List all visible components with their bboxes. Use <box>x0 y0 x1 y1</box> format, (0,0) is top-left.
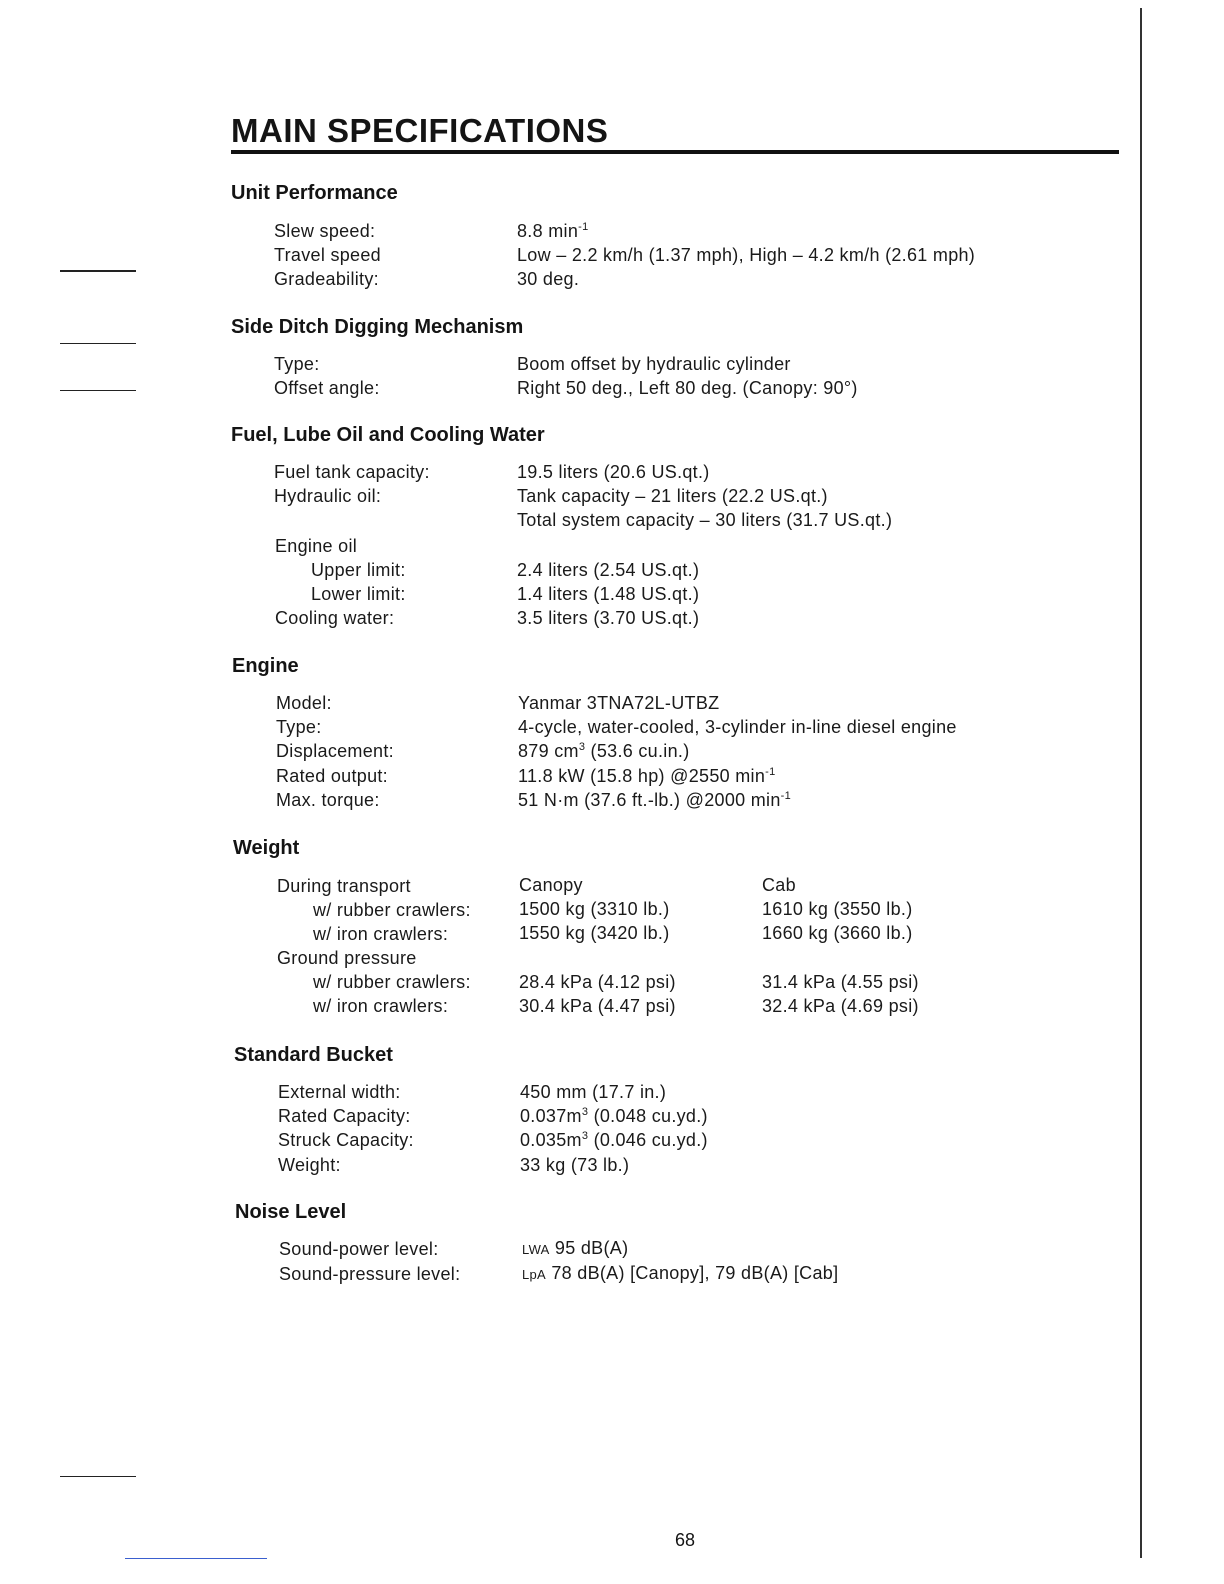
gp-rubber-canopy: 28.4 kPa (4.12 psi) <box>519 972 676 992</box>
iron-canopy-weight: 1550 kg (3420 lb.) <box>519 923 670 943</box>
margin-mark <box>60 343 136 344</box>
lower-limit-label: Lower limit: <box>311 584 406 604</box>
rated-capacity-value: $0.037m^3$ (0.048 cu.yd.) <box>520 1106 708 1126</box>
struck-capacity-value: $0.035m^3$ (0.046 cu.yd.) <box>520 1130 708 1150</box>
hydraulic-oil-label: Hydraulic oil: <box>274 486 382 506</box>
hydraulic-tank-value: Tank capacity – 21 liters (22.2 US.qt.) <box>517 486 828 506</box>
offset-angle-label: Offset angle: <box>274 378 380 398</box>
ditch-type-label: Type: <box>274 354 320 374</box>
bucket-weight-value: 33 kg (73 lb.) <box>520 1155 630 1175</box>
sound-power-value: LWA 95 dB(A) <box>522 1238 629 1258</box>
bucket-weight-label: Weight: <box>278 1155 341 1175</box>
external-width-value: 450 mm (17.7 in.) <box>520 1082 667 1102</box>
iron-crawlers-label: w/ iron crawlers: <box>313 924 449 944</box>
rated-output-label: Rated output: <box>276 766 388 786</box>
during-transport-label: During transport <box>277 876 411 896</box>
sound-pressure-value: LpA 78 dB(A) [Canopy], 79 dB(A) [Cab] <box>522 1263 839 1283</box>
gradeability-value: 30 deg. <box>517 269 580 289</box>
engine-oil-label: Engine oil <box>275 536 358 556</box>
struck-capacity-label: Struck Capacity: <box>278 1130 414 1150</box>
canopy-column-header: Canopy <box>519 875 583 895</box>
slew-speed-value: 8.8 $\min^{-1}$ <box>517 221 589 241</box>
title-rule <box>231 150 1119 154</box>
iron-cab-weight: 1660 kg (3660 lb.) <box>762 923 913 943</box>
section-heading-bucket: Standard Bucket <box>234 1044 393 1066</box>
gp-iron-canopy: 30.4 kPa (4.47 psi) <box>519 996 676 1016</box>
section-heading-weight: Weight <box>233 837 300 859</box>
cab-column-header: Cab <box>762 875 796 895</box>
cooling-water-value: 3.5 liters (3.70 US.qt.) <box>517 608 700 628</box>
slew-speed-label: Slew speed: <box>274 221 376 241</box>
section-heading-fluids: Fuel, Lube Oil and Cooling Water <box>231 424 545 446</box>
margin-mark <box>60 270 136 272</box>
gradeability-label: Gradeability: <box>274 269 379 289</box>
engine-type-label: Type: <box>276 717 322 737</box>
travel-speed-label: Travel speed <box>274 245 381 265</box>
section-heading-side-ditch: Side Ditch Digging Mechanism <box>231 316 524 338</box>
page-number: 68 <box>675 1530 696 1550</box>
section-heading-noise: Noise Level <box>235 1201 347 1223</box>
displacement-value: 879 $cm^3$ (53.6 cu.in.) <box>518 741 690 761</box>
cooling-water-label: Cooling water: <box>275 608 395 628</box>
section-heading-unit-performance: Unit Performance <box>231 182 398 204</box>
offset-angle-value: Right 50 deg., Left 80 deg. (Canopy: 90°) <box>517 378 858 398</box>
gp-iron-label: w/ iron crawlers: <box>313 996 449 1016</box>
rubber-crawlers-label: w/ rubber crawlers: <box>313 900 471 920</box>
section-heading-engine: Engine <box>232 655 299 677</box>
fuel-tank-label: Fuel tank capacity: <box>274 462 430 482</box>
margin-mark <box>60 390 136 391</box>
rubber-canopy-weight: 1500 kg (3310 lb.) <box>519 899 670 919</box>
upper-limit-value: 2.4 liters (2.54 US.qt.) <box>517 560 700 580</box>
rubber-cab-weight: 1610 kg (3550 lb.) <box>762 899 913 919</box>
engine-model-value: Yanmar 3TNA72L-UTBZ <box>518 693 720 713</box>
displacement-label: Displacement: <box>276 741 394 761</box>
engine-type-value: 4-cycle, water-cooled, 3-cylinder in-line diesel engine <box>518 717 957 737</box>
margin-mark <box>125 1558 267 1559</box>
margin-mark <box>60 1476 136 1477</box>
travel-speed-value: Low – 2.2 km/h (1.37 mph), High – 4.2 km/h (2.61 mph) <box>517 245 976 265</box>
ditch-type-value: Boom offset by hydraulic cylinder <box>517 354 791 374</box>
engine-model-label: Model: <box>276 693 332 713</box>
sound-pressure-label: Sound-pressure level: <box>279 1264 461 1284</box>
lower-limit-value: 1.4 liters (1.48 US.qt.) <box>517 584 700 604</box>
rated-output-value: 11.8 kW (15.8 hp) @2550 $\min^{-1}$ <box>518 766 776 786</box>
right-edge-line <box>1140 8 1142 1558</box>
sound-power-label: Sound-power level: <box>279 1239 439 1259</box>
max-torque-value: 51 N·m (37.6 ft.-lb.) @2000 $\min^{-1}$ <box>518 790 792 810</box>
hydraulic-total-value: Total system capacity – 30 liters (31.7 US.qt.) <box>517 510 893 530</box>
gp-iron-cab: 32.4 kPa (4.69 psi) <box>762 996 919 1016</box>
rated-capacity-label: Rated Capacity: <box>278 1106 411 1126</box>
ground-pressure-label: Ground pressure <box>277 948 417 968</box>
upper-limit-label: Upper limit: <box>311 560 406 580</box>
fuel-tank-value: 19.5 liters (20.6 US.qt.) <box>517 462 710 482</box>
page-title: MAIN SPECIFICATIONS <box>231 112 609 149</box>
gp-rubber-label: w/ rubber crawlers: <box>313 972 471 992</box>
external-width-label: External width: <box>278 1082 401 1102</box>
max-torque-label: Max. torque: <box>276 790 380 810</box>
gp-rubber-cab: 31.4 kPa (4.55 psi) <box>762 972 919 992</box>
